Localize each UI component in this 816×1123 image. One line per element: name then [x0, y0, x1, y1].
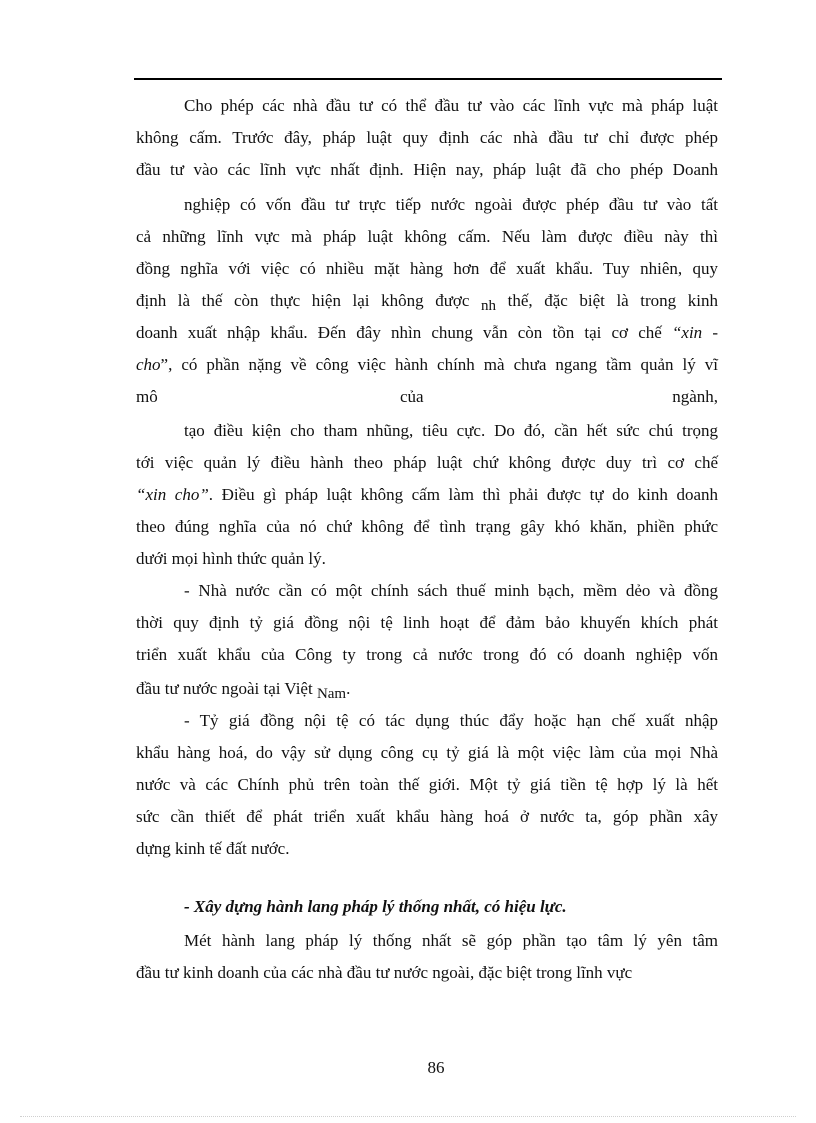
text-line: dựng kinh tế đất nước.	[136, 839, 290, 858]
section-heading: - Xây dựng hành lang pháp lý thống nhất, có hiệu lực.	[184, 897, 567, 916]
text-line: theo đúng nghĩa của nó chứ không để tình trạng gây khó khăn, phiền phức	[136, 517, 718, 536]
quoted-term: “xin cho”	[136, 485, 209, 504]
text-line: tới việc quản lý điều hành theo pháp luật chứ không được duy trì cơ chế	[136, 453, 718, 472]
line-text: định là thế còn thực hiện lại không được	[136, 291, 482, 310]
text-line: - Nhà nước cần có một chính sách thuế minh bạch, mềm dẻo và đồng	[184, 581, 718, 600]
text-line: tạo điều kiện cho tham nhũng, tiêu cực. Do đó, cần hết sức chú trọng	[184, 421, 718, 440]
text-line	[136, 322, 718, 344]
text-line: Mét hành lang pháp lý thống nhất sẽ góp phần tạo tâm lý yên tâm	[184, 931, 718, 950]
text-line: đồng nghĩa với việc có nhiều mặt hàng hơn để xuất khẩu. Tuy nhiên, quy	[136, 259, 718, 278]
misplaced-fragment: Nam	[316, 686, 347, 702]
text-line: Cho phép các nhà đầu tư có thể đầu tư vào các lĩnh vực mà pháp luật	[184, 96, 718, 115]
word: của	[400, 387, 424, 406]
text-line: - Tỷ giá đồng nội tệ có tác dụng thúc đẩy hoặc hạn chế xuất nhập	[184, 711, 718, 730]
misplaced-fragment: nh	[481, 298, 497, 314]
text-line: cả những lĩnh vực mà pháp luật không cấm. Nếu làm được điều này thì	[136, 227, 718, 246]
page-number: 86	[427, 1058, 445, 1077]
line-text: . Điều gì pháp luật không cấm làm thì phải được tự do kinh doanh	[208, 485, 718, 504]
text-line: triển xuất khẩu của Công ty trong cả nước trong đó có doanh nghiệp vốn	[136, 645, 718, 664]
page-bottom-border	[20, 1116, 796, 1117]
text-line-spread	[136, 386, 718, 408]
text-line: khẩu hàng hoá, do vậy sử dụng công cụ tỷ giá là một việc làm của mọi Nhà	[136, 743, 718, 762]
word: mô	[136, 387, 158, 406]
text-line: đầu tư kinh doanh của các nhà đầu tư nước ngoài, đặc biệt trong lĩnh vực	[136, 963, 633, 982]
line-text: đầu tư nước ngoài tại Việt	[136, 679, 317, 698]
word: ngành,	[672, 387, 718, 406]
text-line	[136, 354, 718, 376]
header-rule	[134, 78, 722, 80]
line-text: ”, có phần nặng về công việc hành chính mà chưa ngang tầm quản lý vĩ	[160, 355, 718, 374]
text-line: dưới mọi hình thức quản lý.	[136, 549, 326, 568]
text-line: không cấm. Trước đây, pháp luật quy định các nhà đầu tư chỉ được phép	[136, 128, 718, 147]
text-line	[136, 484, 718, 506]
text-line	[136, 678, 718, 700]
line-text: doanh xuất nhập khẩu. Đến đây nhìn chung vẫn còn tồn tại cơ chế	[136, 323, 672, 342]
text-line: nghiệp có vốn đầu tư trực tiếp nước ngoài được phép đầu tư vào tất	[184, 195, 718, 214]
text-line: nước và các Chính phủ trên toàn thế giới. Một tỷ giá tiền tệ hợp lý là hết	[136, 775, 718, 794]
quoted-term: cho	[136, 355, 161, 374]
text-line: thời quy định tỷ giá đồng nội tệ linh hoạt để đảm bảo khuyến khích phát	[136, 613, 718, 632]
text-line: đầu tư vào các lĩnh vực nhất định. Hiện nay, pháp luật đã cho phép Doanh	[136, 160, 718, 179]
quoted-term: “xin -	[671, 323, 718, 342]
text-line	[136, 290, 718, 312]
line-text: thế, đặc biệt là trong kinh	[496, 291, 718, 310]
text-line: sức cần thiết để phát triển xuất khẩu hàng hoá ở nước ta, góp phần xây	[136, 807, 718, 826]
line-text: .	[346, 679, 351, 698]
